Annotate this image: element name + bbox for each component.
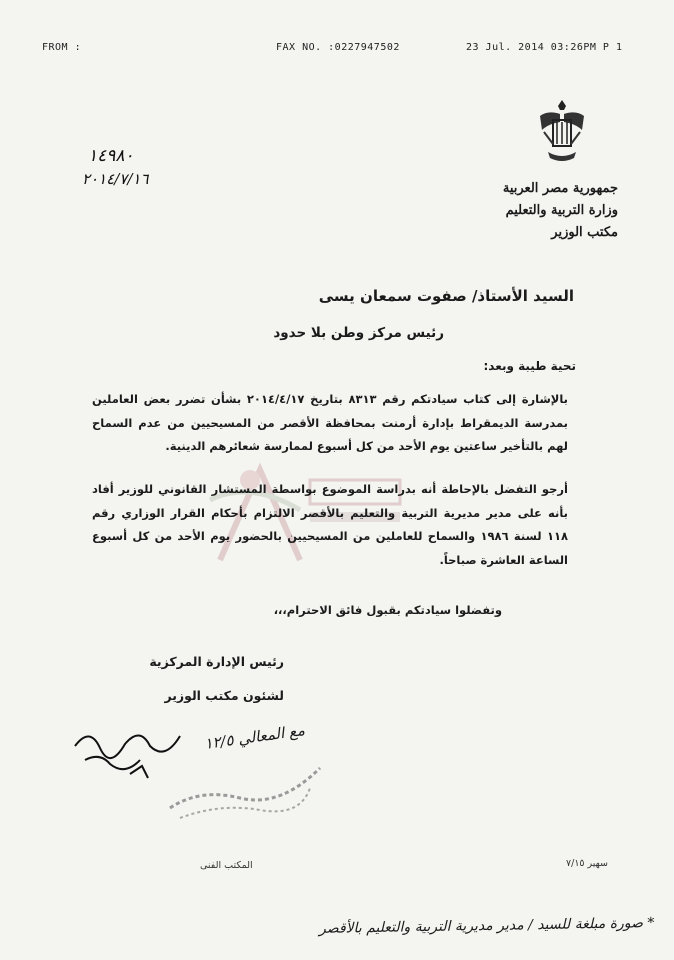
handwritten-reference-number: ١٤٩٨٠ <box>88 146 134 166</box>
letter-paragraph-2: أرجو التفضل بالإحاطة أنه بدراسة الموضوع بواسطة المستشار القانوني للوزير أفاد بأنه على مدير مديرية التربية والتعليم بالأقصر الالتزام بأحكام القرار الوزاري رقم ١١٨ لسنة ١٩٨٦ والسماح للعاملين من المسيحيين بالحضور يوم الأحد من كل أسبوع الساعة العاشرة صباحاً. <box>92 482 569 567</box>
handwritten-note: مع المعالي ١٢/٥ <box>203 721 306 753</box>
fax-datetime: 23 Jul. 2014 03:26PM P 1 <box>466 42 623 53</box>
letter-paragraph-1: بالإشارة إلى كتاب سيادتكم رقم ٨٣١٣ بتاريخ ٢٠١٤/٤/١٧ بشأن تضرر بعض العاملين بمدرسة الديمقراط بإدارة أرمنت بمحافظة الأقصر من المسيحيين من عدم السماح لهم بالتأخير ساعتين يوم الأحد من كل أسبوع لممارسة شعائرهم الدينية. <box>92 392 568 453</box>
signature-title-line-2: لشئون مكتب الوزير <box>164 688 284 703</box>
addressee-name: السيد الأستاذ/ صفوت سمعان يسى <box>318 287 574 305</box>
eagle-emblem-icon <box>536 96 588 168</box>
fax-number: FAX NO. :0227947502 <box>276 42 400 53</box>
greeting: تحية طيبة وبعد: <box>483 359 576 373</box>
closing-line: وتفضلوا سيادتكم بقبول فائق الاحترام،،، <box>273 603 502 617</box>
bottom-handwritten-copy-note: * صورة مبلغة للسيد / مدير مديرية التربية والتعليم بالأقصر <box>318 915 655 937</box>
signature-title-line-1: رئيس الإدارة المركزية <box>149 654 284 669</box>
footer-typist-date: سهير ٧/١٥ <box>566 858 608 869</box>
ministry-line-ministry: وزارة التربية والتعليم <box>505 203 618 218</box>
handwritten-reference-date: ٢٠١٤/٧/١٦ <box>82 170 149 188</box>
faded-stamp-icon <box>160 748 330 828</box>
addressee-title: رئيس مركز وطن بلا حدود <box>273 325 444 341</box>
ministry-header <box>503 178 618 244</box>
footer-technical-office: المكتب الفنى <box>200 860 253 871</box>
ministry-line-country: جمهورية مصر العربية <box>502 181 618 196</box>
fax-from: FROM : <box>42 42 82 53</box>
ministry-line-office: مكتب الوزير <box>551 225 618 240</box>
